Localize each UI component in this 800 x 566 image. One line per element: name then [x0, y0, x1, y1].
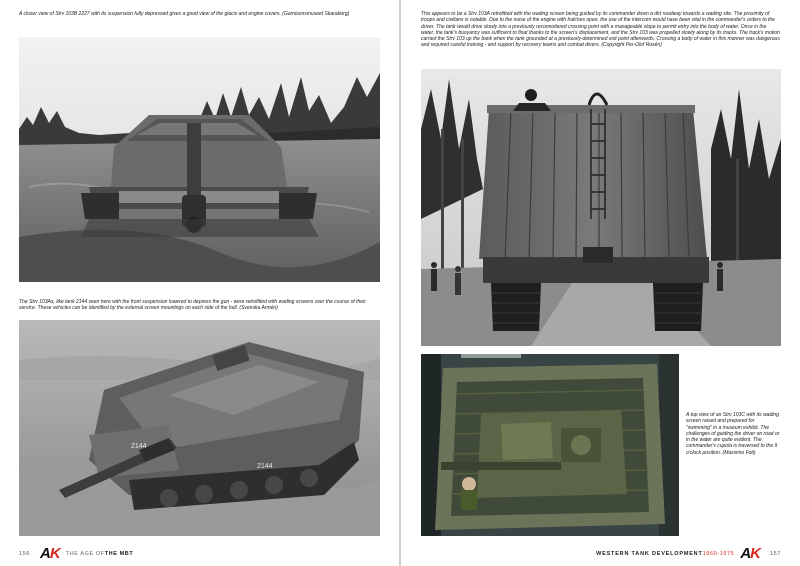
series-title-right: WESTERN TANK DEVELOPMENT	[596, 551, 703, 557]
tank-marking-front: 2144	[131, 443, 147, 450]
ak-logo-right: AK	[740, 545, 761, 562]
photo-strv-103b-front	[19, 37, 380, 282]
page-number-left: 156	[19, 551, 30, 557]
photo-strv-103a-wading-screen	[421, 69, 781, 346]
left-page	[0, 0, 399, 566]
photo-strv-103c-museum-top-view	[421, 354, 679, 536]
tank-marking-side: 2144	[257, 463, 273, 470]
photo-strv-103a-2144	[19, 320, 380, 536]
series-title-left: THE AGE OF	[65, 551, 105, 557]
caption-side-right: A top view of an Strv 103C with its wading screen raised and prepared for "swimming" in a museum exhibit. The challenges of guiding the driver on road or in the water are quite evident. The commander's cupola is traversed to the 9 o'clock position. (Massimo Foti)	[686, 412, 780, 456]
caption-top-right: This appears to be a Strv 103A retrofitted with the wading screen being guided by its commander down a dirt roadway towards a wading site. The proximity of troops and civilians is notable. Due to the noise of the engine with hatches open, the use of the intercom would have been vital in the commander's orders to the driver. The tank would drive slowly into a previously reconnoitered crossing point with a manageable slope to permit entry into the body of water. Once in the water, the tank's buoyancy was sufficient to float thanks to the screen's displacement, and the Strv 103 was propelled slowly along by its tracks. The track's motion carried the Strv 103 up the bank when the tank grounded at a previously-determined exit point afterwards. Crossing a body of water in this manner was dangerous and required careful training - and support by recovery teams and combat divers. (Copyright Per-Olof Roxén)	[421, 11, 780, 49]
page-number-right: 157	[770, 551, 781, 557]
left-footer	[19, 546, 379, 562]
caption-top-left: A closer view of Strv 103B 2227 with its suspension fully depressed gives a good view of the glacis and engine covers. (Garnisonsmuseet Skaraborg)	[19, 11, 350, 17]
series-years-right: 1960-1975	[702, 551, 735, 557]
right-page	[401, 0, 800, 566]
series-title-left-bold: THE MBT	[104, 551, 134, 557]
right-footer	[421, 546, 781, 562]
ak-logo-left: AK	[39, 545, 60, 562]
caption-bottom-left: The Strv 103As, like tank 2144 seen here with the front suspension lowered to depress the gun - were retrofitted with wading screens over the course of their service. These vehicles can be identified by the external screen mountings on each side of the hull. (Svenska Armén)	[19, 299, 366, 312]
